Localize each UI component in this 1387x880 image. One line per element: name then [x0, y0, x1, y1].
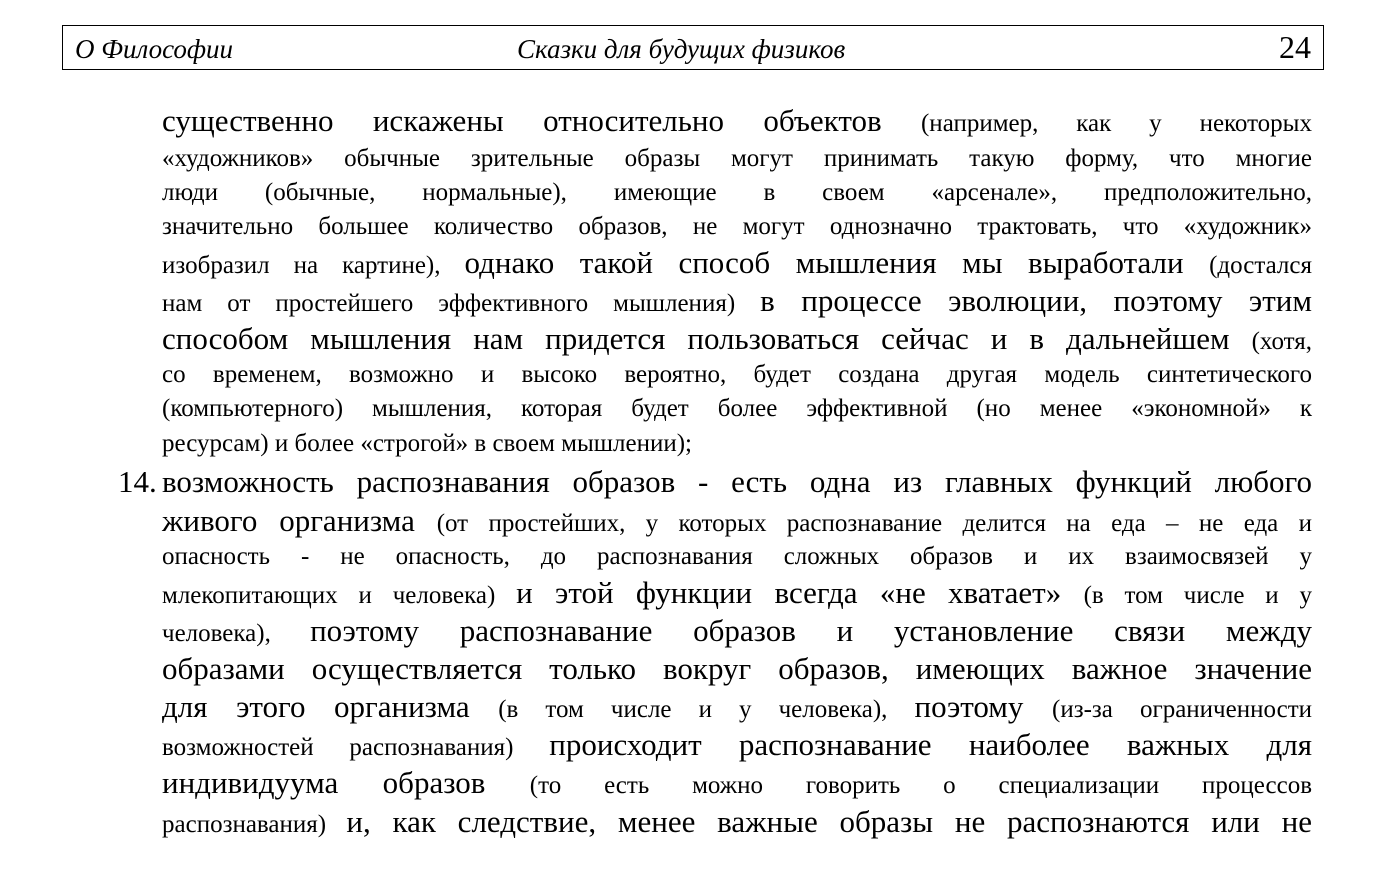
aside-text: «художников» обычные зрительные образы могут принимать такую форму, что многие — [162, 145, 1312, 172]
aside-text: (компьютерного) мышления, которая будет более эффективной (но менее «экономной» к — [162, 395, 1312, 422]
aside-text: (в том числе и у человека), — [498, 696, 915, 723]
emphasis-text: поэтому распознавание образов и установление связи между — [310, 613, 1312, 648]
emphasis-text: индивидуума образов — [162, 765, 530, 800]
emphasis-text: способом мышления нам придется пользоваться сейчас и в дальнейшем — [162, 321, 1252, 356]
aside-text: изобразил на картине), — [162, 252, 465, 279]
text-line — [162, 802, 1312, 842]
text-line — [162, 502, 1312, 540]
body-text — [162, 100, 1312, 842]
text-line — [162, 358, 1312, 392]
aside-text: (то есть можно говорить о специализации процессов — [529, 772, 1312, 799]
aside-text: (от простейших, у которых распознавание делится на еда – не еда и — [436, 510, 1312, 537]
aside-text: возможностей распознавания) — [162, 734, 550, 761]
emphasis-text: в процессе эволюции, поэтому этим — [760, 283, 1312, 318]
aside-text: опасность - не опасность, до распознавания сложных образов и их взаимосвязей у — [162, 543, 1312, 570]
aside-text: млекопитающих и человека) — [162, 582, 517, 609]
emphasis-text: происходит распознавание наиболее важных для — [549, 727, 1312, 762]
header-book-title: Сказки для будущих физиков — [517, 34, 846, 64]
emphasis-text: образами осуществляется только вокруг образов, имеющих важное значение — [162, 651, 1312, 686]
page-number: 24 — [1279, 29, 1311, 65]
paragraph-continuation — [162, 100, 1312, 462]
text-line — [162, 612, 1312, 650]
header-section-title: О Философии — [75, 34, 234, 64]
emphasis-text: и этой функции всегда «не хватает» — [516, 575, 1084, 610]
list-item-14 — [162, 462, 1312, 842]
aside-text: (из-за ограниченности — [1052, 696, 1312, 723]
running-header — [62, 25, 1324, 70]
text-line — [162, 574, 1312, 612]
emphasis-text: живого организма — [162, 503, 437, 538]
aside-text: (хотя, — [1251, 328, 1312, 355]
list-item-number: 14. — [118, 464, 157, 499]
text-line — [162, 244, 1312, 282]
emphasis-text: для этого организма — [162, 689, 499, 724]
emphasis-text: поэтому — [914, 689, 1052, 724]
text-line — [162, 176, 1312, 210]
text-line — [162, 392, 1312, 426]
text-line — [162, 726, 1312, 764]
emphasis-text: возможность распознавания образов - есть одна из главных функций любого — [162, 464, 1312, 499]
aside-text: (достался — [1209, 252, 1312, 279]
aside-text: (в том числе и у — [1083, 582, 1312, 609]
text-line — [162, 100, 1312, 142]
text-line — [162, 282, 1312, 320]
aside-text: ресурсам) и более «строгой» в своем мышлении); — [162, 430, 693, 457]
aside-text: люди (обычные, нормальные), имеющие в своем «арсенале», предположительно, — [162, 179, 1312, 206]
text-line — [162, 426, 1312, 462]
aside-text: (например, как у некоторых — [920, 110, 1312, 137]
aside-text: со временем, возможно и высоко вероятно, будет создана другая модель синтетического — [162, 361, 1312, 388]
emphasis-text: существенно искажены относительно объектов — [162, 103, 921, 138]
text-line — [162, 540, 1312, 574]
text-line — [162, 320, 1312, 358]
aside-text: распознавания) — [162, 811, 347, 838]
text-line — [162, 764, 1312, 802]
emphasis-text: однако такой способ мышления мы выработали — [464, 245, 1210, 280]
text-line — [162, 688, 1312, 726]
emphasis-text: и, как следствие, менее важные образы не распознаются или не — [346, 804, 1312, 839]
text-line — [162, 210, 1312, 244]
text-line — [162, 142, 1312, 176]
text-line — [162, 650, 1312, 688]
aside-text: значительно большее количество образов, не могут однозначно трактовать, что «художник» — [162, 213, 1312, 240]
aside-text: нам от простейшего эффективного мышления) — [162, 290, 761, 317]
aside-text: человека), — [162, 620, 311, 647]
text-line — [162, 462, 1312, 502]
